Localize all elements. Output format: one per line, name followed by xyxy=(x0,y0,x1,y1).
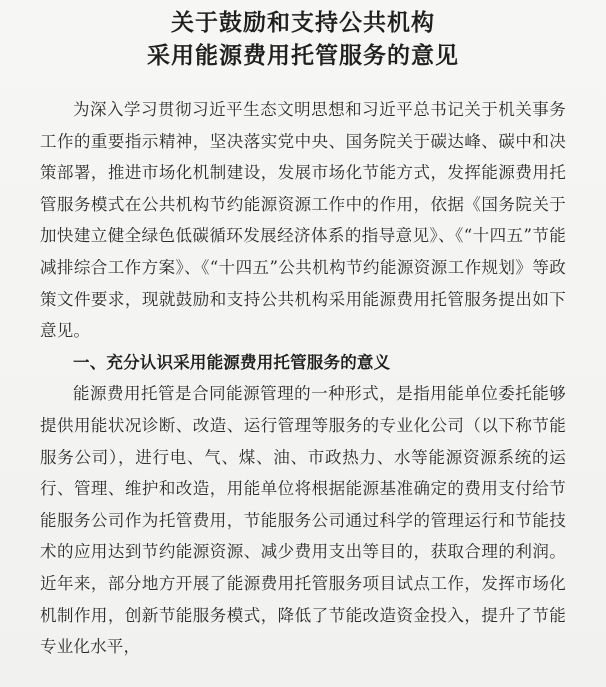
document-title xyxy=(40,6,566,72)
intro-paragraph: 为深入学习贯彻习近平生态文明思想和习近平总书记关于机关事务工作的重要指示精神，坚决落实党中央、国务院关于碳达峰、碳中和决策部署，推进市场化机制建设，发展市场化节能方式，发挥能源费用托管服务模式在公共机构节约能源资源工作中的作用，依据《国务院关于加快建立健全绿色低碳循环发展经济体系的指导意见》、《“十四五”节能减排综合工作方案》、《“十四五”公共机构节约能源资源工作规划》等政策文件要求，现就鼓励和支持公共机构采用能源费用托管服务提出如下意见。 xyxy=(40,100,566,341)
title-line-1: 关于鼓励和支持公共机构 xyxy=(171,9,435,36)
section-heading: 一、充分认识采用能源费用托管服务的意义 xyxy=(73,352,391,372)
title-line-2: 采用能源费用托管服务的意见 xyxy=(147,42,459,69)
body-paragraph: 能源费用托管是合同能源管理的一种形式，是指用能单位委托能够提供用能状况诊断、改造、运行管理等服务的专业化公司（以下称节能服务公司），进行电、气、煤、油、市政热力、水等能源资源系统的运行、管理、维护和改造，用能单位将根据能源基准确定的费用支付给节能服务公司作为托管费用，节能服务公司通过科学的管理运行和节能技术的应用达到节约能源资源、减少费用支出等目的，获取合理的利润。近年来，部分地方开展了能源费用托管服务项目试点工作，发挥市场化机制作用，创新节能服务模式，降低了节能改造资金投入，提升了节能专业化水平， xyxy=(40,384,566,657)
document-body xyxy=(40,94,566,663)
